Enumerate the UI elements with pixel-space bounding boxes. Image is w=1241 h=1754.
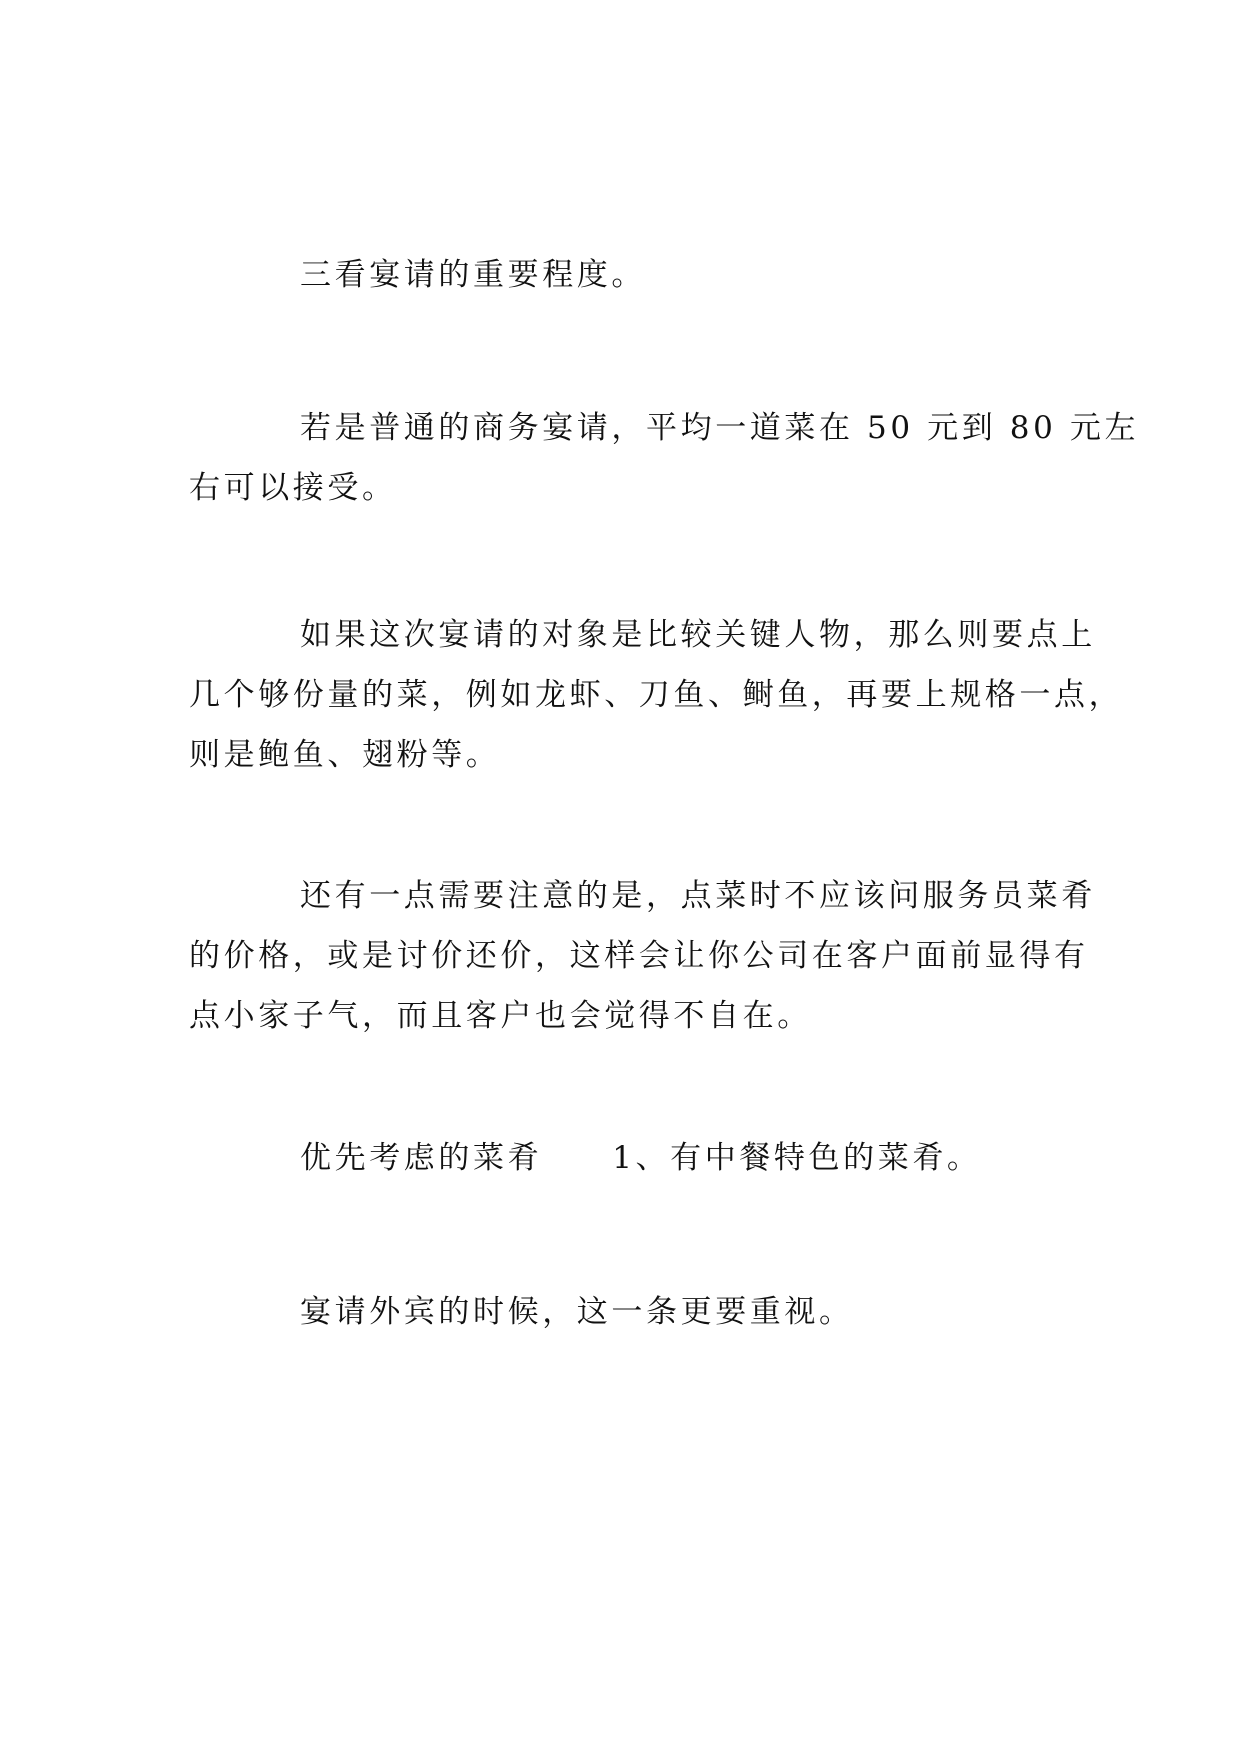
paragraph-key-guest xyxy=(189,605,1124,785)
text-line: 右可以接受。 xyxy=(189,470,397,506)
text-line xyxy=(189,1128,1055,1188)
text-line: 三看宴请的重要程度。 xyxy=(300,257,646,293)
paragraph-price-note xyxy=(189,866,1096,1046)
paragraph-importance xyxy=(189,245,1055,305)
text-line: 如果这次宴请的对象是比较关键人物，那么则要点上 xyxy=(300,617,1096,653)
text-line: 若是普通的商务宴请，平均一道菜在 50 元到 80 元左 xyxy=(300,410,1140,446)
text-line: 几个够份量的菜，例如龙虾、刀鱼、鲥鱼，再要上规格一点， xyxy=(189,677,1124,713)
paragraph-foreign-guests xyxy=(189,1282,1055,1342)
text-line: 还有一点需要注意的是，点菜时不应该问服务员菜肴 xyxy=(300,878,1096,914)
paragraph-ordinary-banquet xyxy=(189,398,1140,518)
text-line: 的价格，或是讨价还价，这样会让你公司在客户面前显得有 xyxy=(189,938,1089,974)
list-item: 1、有中餐特色的菜肴。 xyxy=(612,1140,982,1176)
text-line: 则是鲍鱼、翅粉等。 xyxy=(189,737,501,773)
section-heading: 优先考虑的菜肴 xyxy=(300,1140,543,1176)
paragraph-priority-dishes xyxy=(189,1128,1055,1188)
text-line: 宴请外宾的时候，这一条更要重视。 xyxy=(300,1294,854,1330)
text-line: 点小家子气，而且客户也会觉得不自在。 xyxy=(189,998,812,1034)
